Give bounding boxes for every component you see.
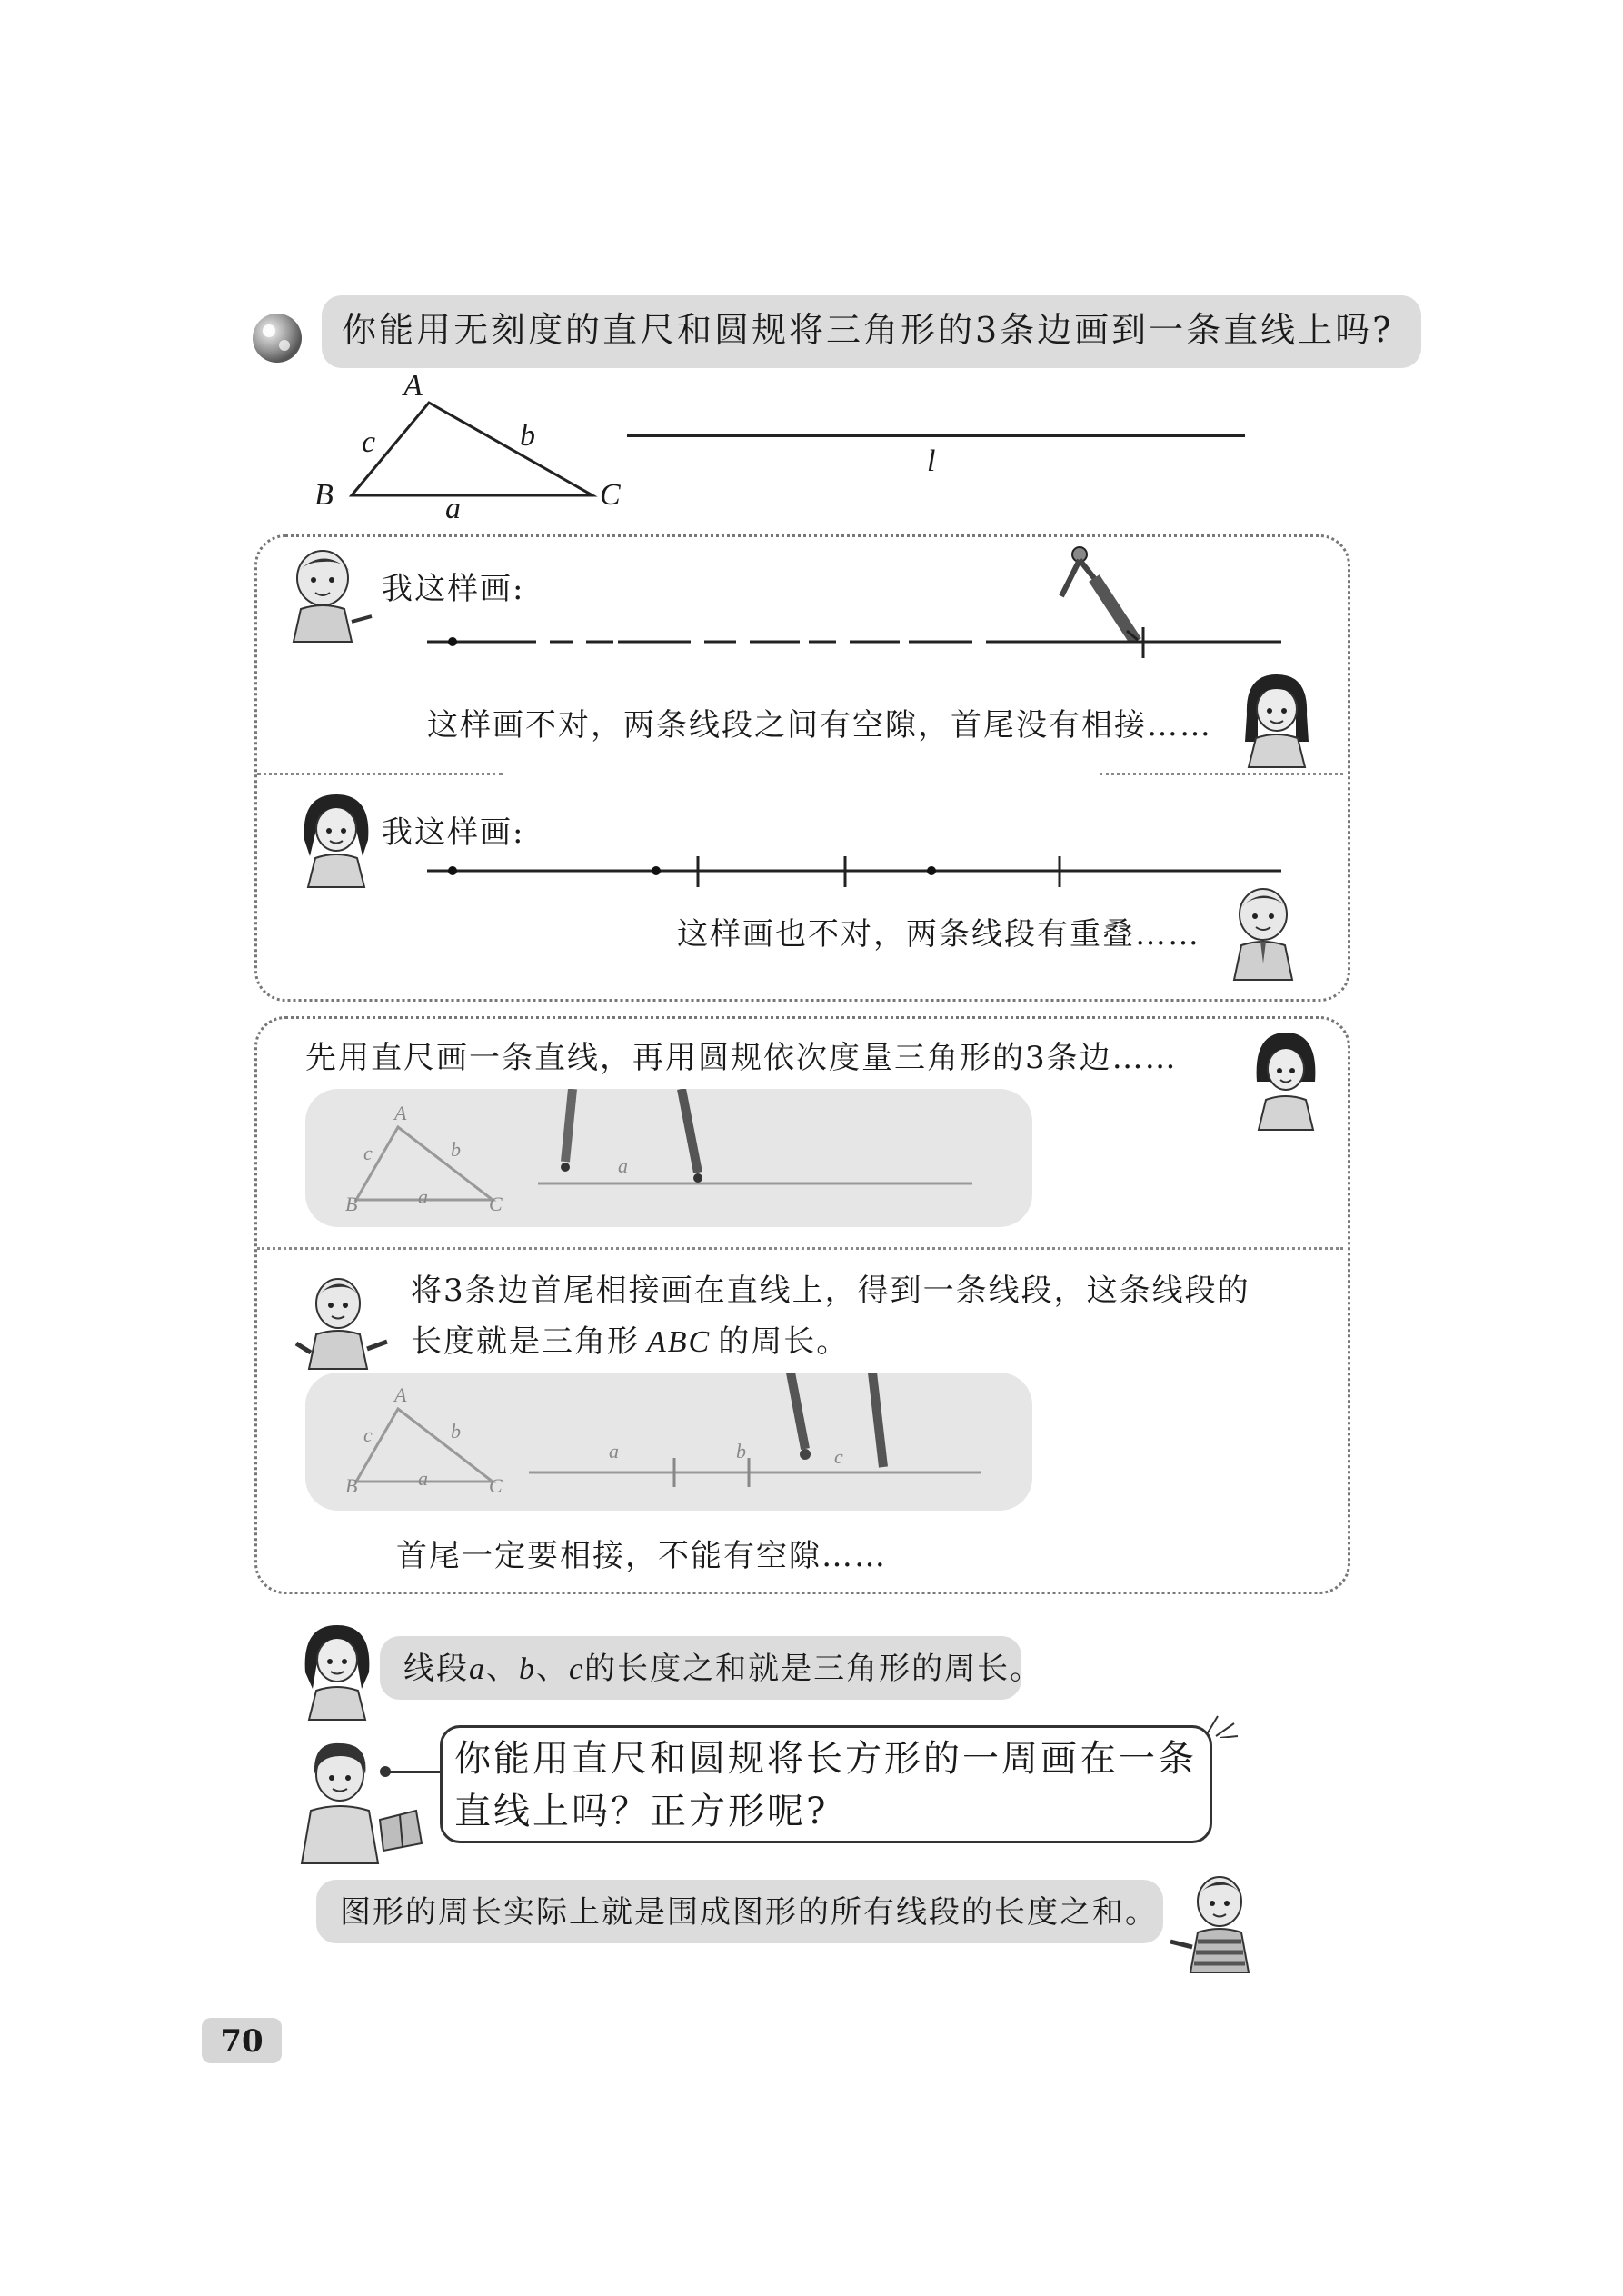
photo2-A: A (394, 1383, 407, 1406)
photo2-C: C (489, 1474, 503, 1497)
teacher-pointer-dot (380, 1766, 391, 1777)
method-divider (257, 1247, 1343, 1250)
photo1-compass-drawing (536, 1089, 991, 1227)
photo2-seg-b: b (736, 1440, 746, 1462)
step2-line2-post: 的周长。 (718, 1323, 850, 1360)
summary-a: a (469, 1652, 486, 1686)
photo1-c: c (363, 1142, 373, 1164)
photo2-compass-drawing (527, 1373, 1000, 1511)
vertex-C-label: C (600, 478, 622, 512)
summary-c: c (569, 1652, 585, 1686)
side-c-label: c (362, 425, 378, 459)
attempt1-label: 我这样画: (382, 571, 525, 607)
summary-sep2: 、 (536, 1651, 569, 1687)
summary-text (403, 1651, 1042, 1688)
line-l-label: l (927, 444, 938, 478)
teacher-avatar (289, 1738, 425, 1865)
step2-line2-abc: ABC (647, 1325, 712, 1359)
attempt2-comment: 这样画也不对，两条线段有重叠…… (677, 916, 1200, 953)
step1-text: 先用直尺画一条直线，再用圆规依次度量三角形的3条边…… (305, 1040, 1178, 1076)
question-text: 你能用无刻度的直尺和圆规将三角形的3条边画到一条直线上吗? (342, 310, 1394, 350)
photo2-seg-c: c (834, 1445, 843, 1468)
girl-avatar-2 (295, 789, 377, 889)
summary-post: 的长度之和就是三角形的周长。 (584, 1651, 1043, 1687)
boy-avatar-3 (289, 1271, 398, 1371)
step2-line2-pre: 长度就是三角形 (411, 1323, 640, 1360)
teacher-question-line2: 直线上吗？正方形呢? (454, 1791, 829, 1832)
vertex-A-label: A (403, 369, 424, 403)
boy-avatar-2 (1218, 880, 1309, 982)
photo2-b: b (451, 1420, 461, 1442)
step3-text: 首尾一定要相接，不能有空隙…… (396, 1538, 887, 1574)
boy-avatar-1 (277, 544, 377, 644)
girl-avatar-1 (1236, 669, 1318, 769)
step2-text-line2 (411, 1323, 849, 1361)
photo2-B: B (345, 1474, 358, 1497)
attempt1-comment: 这样画不对，两条线段之间有空隙，首尾没有相接…… (427, 707, 1212, 744)
question-icon (251, 312, 304, 364)
step2-text-line1: 将3条边首尾相接画在直线上，得到一条线段，这条线段的 (411, 1273, 1250, 1309)
photo2-a: a (418, 1467, 428, 1490)
photo2-seg-a: a (609, 1440, 619, 1462)
attempts-divider-left (257, 773, 503, 775)
photo1-C: C (489, 1193, 503, 1215)
side-b-label: b (520, 419, 537, 453)
girl-avatar-4 (296, 1620, 378, 1722)
page-number: 70 (220, 2023, 264, 2060)
attempt2-line (427, 851, 1290, 891)
teacher-pointer (385, 1771, 442, 1773)
attempt2-label: 我这样画: (382, 814, 525, 851)
summary-b: b (519, 1652, 536, 1686)
boy-avatar-4 (1165, 1869, 1265, 1974)
photo1-b: b (451, 1138, 461, 1161)
photo1-a: a (418, 1185, 428, 1208)
side-a-label: a (445, 492, 463, 525)
photo1-B: B (345, 1193, 358, 1215)
girl-avatar-3 (1250, 1027, 1322, 1132)
vertex-B-label: B (314, 478, 335, 512)
photo1-A: A (394, 1102, 407, 1124)
attempts-divider-right (1100, 773, 1343, 775)
emphasis-marks-icon (1203, 1711, 1240, 1738)
conclusion-text: 图形的周长实际上就是围成图形的所有线段的长度之和。 (340, 1894, 1158, 1931)
line-l (627, 434, 1245, 437)
attempt1-line (427, 627, 1290, 664)
summary-sep1: 、 (486, 1651, 519, 1687)
summary-pre: 线段 (403, 1651, 469, 1687)
photo1-seg-label: a (618, 1154, 628, 1177)
teacher-question-line1: 你能用直尺和圆规将长方形的一周画在一条 (454, 1738, 1197, 1780)
photo2-c: c (363, 1423, 373, 1446)
